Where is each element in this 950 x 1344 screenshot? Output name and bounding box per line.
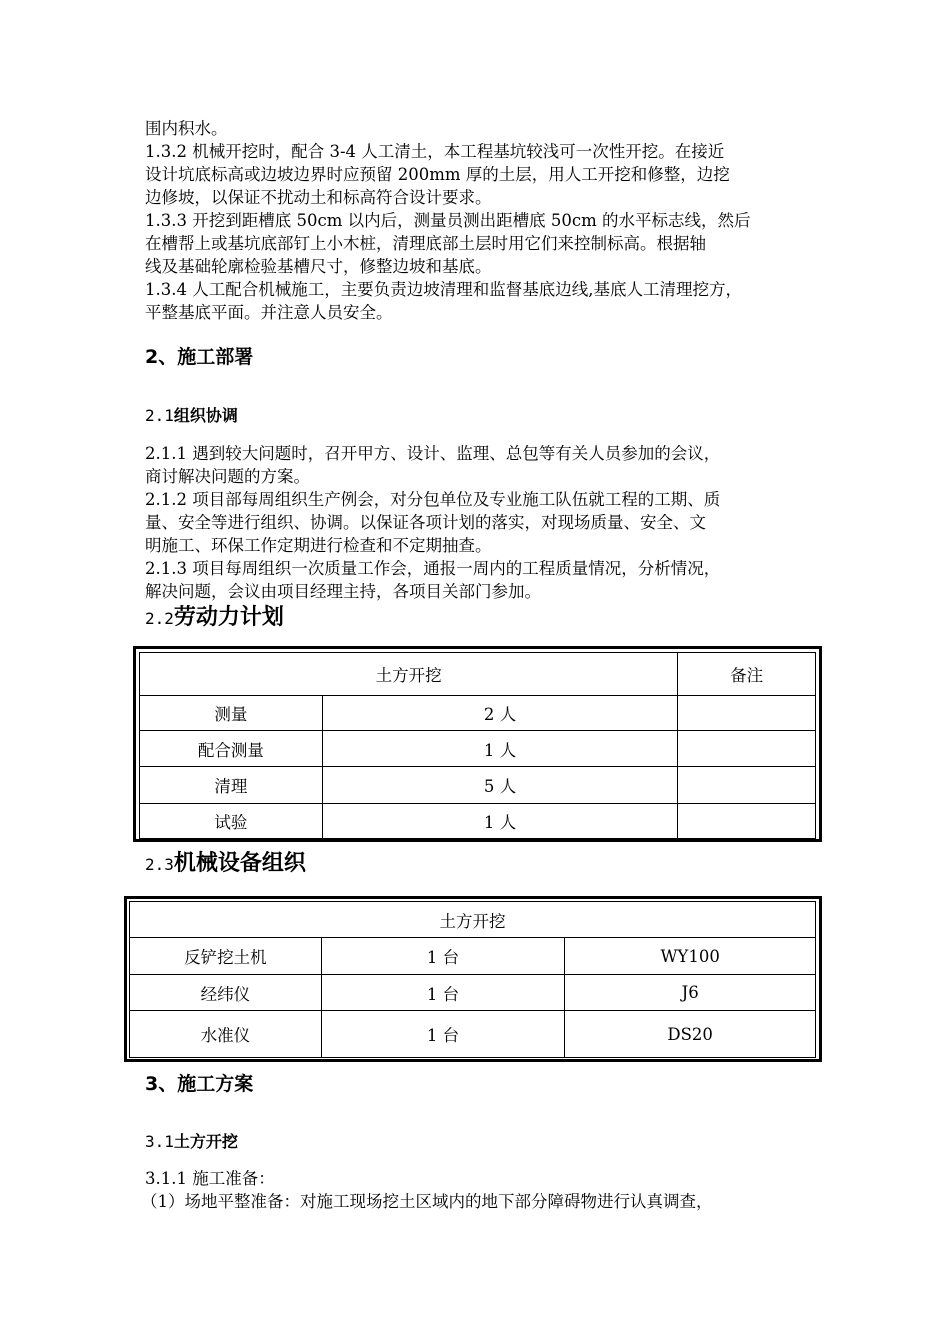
table-row bbox=[140, 696, 816, 731]
table-cell bbox=[678, 804, 816, 839]
table-header-cell: 备注 bbox=[678, 653, 816, 696]
paragraph-line: 3.1.1 施工准备： bbox=[145, 1169, 275, 1188]
subsection-heading bbox=[145, 403, 238, 426]
table-cell: 1 台 bbox=[321, 975, 565, 1011]
table-cell: WY100 bbox=[565, 938, 816, 975]
subsection-title: 组织协调 bbox=[173, 406, 238, 425]
table-row bbox=[130, 938, 816, 975]
paragraph-line: 量、安全等进行组织、协调。以保证各项计划的落实，对现场质量、安全、文 bbox=[145, 513, 706, 532]
paragraph-line: （1）场地平整准备：对施工现场挖土区域内的地下部分障碍物进行认真调查， bbox=[141, 1192, 713, 1211]
table-header-row bbox=[130, 902, 816, 938]
table-header-cell: 土方开挖 bbox=[130, 902, 816, 938]
table-cell bbox=[678, 696, 816, 731]
table-header-row bbox=[140, 653, 816, 696]
table-cell: 1 台 bbox=[321, 1011, 565, 1058]
paragraph-line: 1.3.4 人工配合机械施工，主要负责边坡清理和监督基底边线,基底人工清理挖方， bbox=[145, 280, 742, 299]
table-cell: 1 人 bbox=[322, 731, 677, 767]
subsection-number: 2.2 bbox=[145, 609, 174, 628]
subsection-heading bbox=[145, 1129, 238, 1152]
table-cell: 测量 bbox=[140, 696, 323, 731]
paragraph-line: 2.1.3 项目每周组织一次质量工作会，通报一周内的工程质量情况，分析情况， bbox=[145, 559, 721, 578]
table-cell bbox=[678, 767, 816, 804]
table-cell: 水准仪 bbox=[130, 1011, 322, 1058]
table-header-cell: 土方开挖 bbox=[140, 653, 678, 696]
subsection-heading bbox=[145, 600, 284, 631]
table-row bbox=[140, 731, 816, 767]
labor-table bbox=[139, 652, 816, 839]
paragraph-line: 平整基底平面。并注意人员安全。 bbox=[145, 303, 393, 322]
table-cell: 2 人 bbox=[322, 696, 677, 731]
table-row bbox=[130, 1011, 816, 1058]
section-heading: 2、施工部署 bbox=[145, 346, 254, 368]
paragraph-line: 设计坑底标高或边坡边界时应预留 200mm 厚的土层，用人工开挖和修整，边挖 bbox=[145, 165, 730, 184]
paragraph-line: 明施工、环保工作定期进行检查和不定期抽查。 bbox=[145, 536, 492, 555]
subsection-title: 劳动力计划 bbox=[173, 605, 284, 630]
paragraph-line: 2.1.1 遇到较大问题时，召开甲方、设计、监理、总包等有关人员参加的会议， bbox=[145, 444, 721, 463]
subsection-heading bbox=[145, 846, 306, 877]
subsection-title: 土方开挖 bbox=[173, 1132, 238, 1151]
table-cell: 1 台 bbox=[321, 938, 565, 975]
table-cell: 清理 bbox=[140, 767, 323, 804]
table-row bbox=[140, 767, 816, 804]
paragraph-line: 1.3.2 机械开挖时，配合 3-4 人工清土，本工程基坑较浅可一次性开挖。在接近 bbox=[145, 142, 725, 161]
table-cell: J6 bbox=[565, 975, 816, 1011]
paragraph-line: 边修坡，以保证不扰动土和标高符合设计要求。 bbox=[145, 188, 492, 207]
paragraph-line: 1.3.3 开挖到距槽底 50cm 以内后，测量员测出距槽底 50cm 的水平标志线，然后 bbox=[145, 211, 751, 230]
table-cell: 试验 bbox=[140, 804, 323, 839]
table-cell: 反铲挖土机 bbox=[130, 938, 322, 975]
equipment-table bbox=[129, 901, 816, 1058]
paragraph-line: 在槽帮上或基坑底部钉上小木桩，清理底部土层时用它们来控制标高。根据轴 bbox=[145, 234, 706, 253]
paragraph-line: 商讨解决问题的方案。 bbox=[145, 467, 310, 486]
table-cell: DS20 bbox=[565, 1011, 816, 1058]
paragraph-line: 线及基础轮廓检验基槽尺寸，修整边坡和基底。 bbox=[145, 257, 492, 276]
paragraph-line: 2.1.2 项目部每周组织生产例会，对分包单位及专业施工队伍就工程的工期、质 bbox=[145, 490, 721, 509]
paragraph-line: 围内积水。 bbox=[145, 119, 228, 138]
subsection-number: 3.1 bbox=[145, 1132, 174, 1151]
subsection-number: 2.3 bbox=[145, 855, 174, 874]
section-heading: 3、施工方案 bbox=[145, 1073, 254, 1095]
table-cell: 配合测量 bbox=[140, 731, 323, 767]
paragraph-line: 解决问题，会议由项目经理主持，各项目关部门参加。 bbox=[145, 582, 541, 601]
table-cell: 1 人 bbox=[322, 804, 677, 839]
table-cell: 经纬仪 bbox=[130, 975, 322, 1011]
table-row bbox=[140, 804, 816, 839]
subsection-number: 2.1 bbox=[145, 406, 174, 425]
table-cell bbox=[678, 731, 816, 767]
table-row bbox=[130, 975, 816, 1011]
table-cell: 5 人 bbox=[322, 767, 677, 804]
subsection-title: 机械设备组织 bbox=[173, 851, 306, 876]
